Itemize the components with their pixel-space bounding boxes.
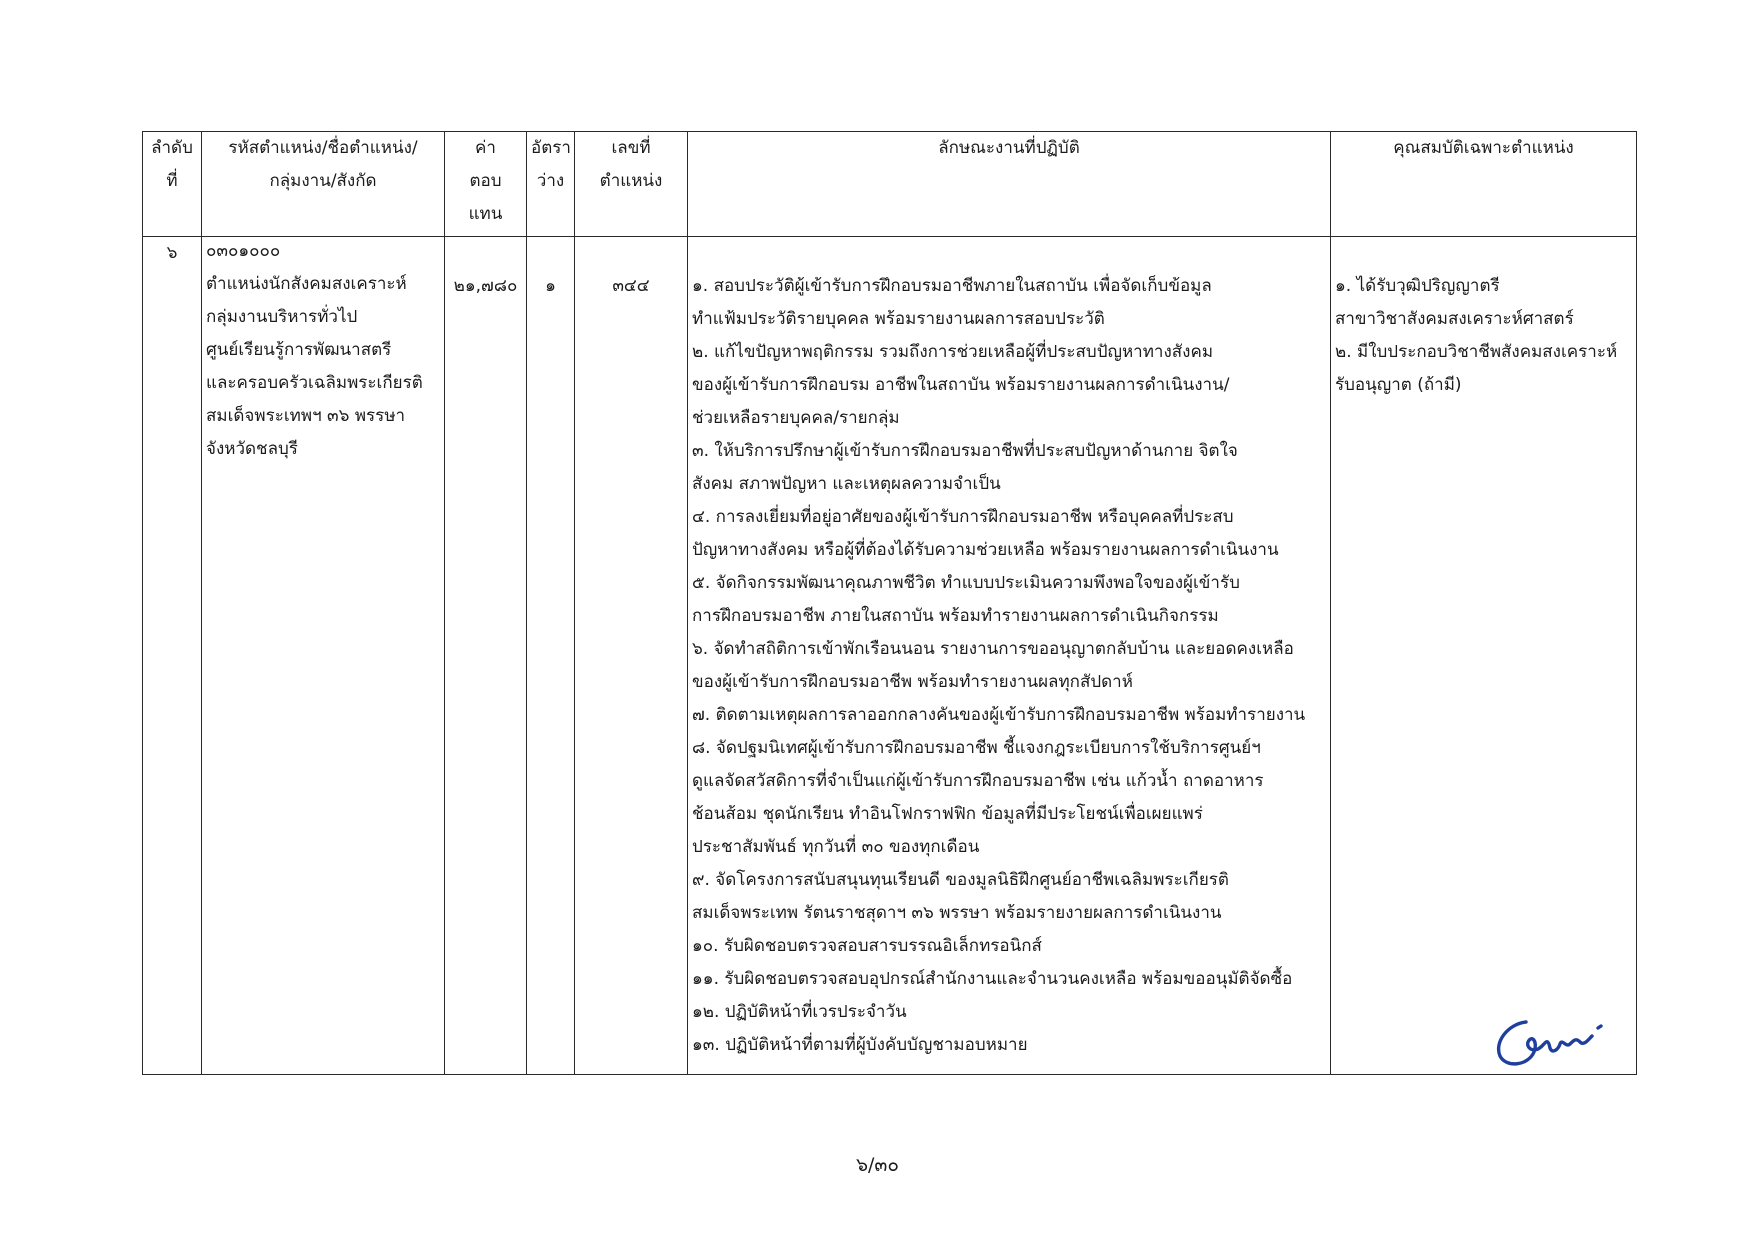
vacancy-value: ๑ [545, 276, 556, 296]
qualification-line: รับอนุญาต (ถ้ามี) [1335, 375, 1462, 395]
duty-line: ทำแฟ้มประวัติรายบุคคล พร้อมรายงานผลการสอบประวัติ [692, 309, 1105, 329]
header-text: ตำแหน่ง [599, 171, 663, 191]
header-text: ลักษณะงานที่ปฏิบัติ [938, 138, 1080, 158]
duty-line: ๕. จัดกิจกรรมพัฒนาคุณภาพชีวิต ทำแบบประเมินความพึงพอใจของผู้เข้ารับ [692, 573, 1240, 593]
duties-list [692, 270, 1326, 1062]
header-text: อัตรา [531, 138, 571, 158]
header-text: ตอบ [469, 171, 502, 191]
duty-line: ๓. ให้บริการปรึกษาผู้เข้ารับการฝึกอบรมอาชีพที่ประสบปัญหาด้านกาย จิตใจ [692, 441, 1238, 461]
duty-line: สมเด็จพระเทพ รัตนราชสุดาฯ ๓๖ พรรษา พร้อมรายงายผลการดำเนินงาน [692, 903, 1222, 923]
duty-line: ๔. การลงเยี่ยมที่อยู่อาศัยของผู้เข้ารับการฝึกอบรมอาชีพ หรือบุคคลที่ประสบ [692, 507, 1234, 527]
table-row [143, 237, 1637, 1075]
header-text: แทน [468, 204, 503, 224]
header-position-no [575, 132, 688, 237]
duty-line: ๑. สอบประวัติผู้เข้ารับการฝึกอบรมอาชีพภายในสถาบัน เพื่อจัดเก็บข้อมูล [692, 276, 1212, 296]
header-text: คุณสมบัติเฉพาะตำแหน่ง [1393, 138, 1574, 158]
positions-table [142, 131, 1637, 1075]
cell-position [202, 237, 445, 1075]
qualification-line: สาขาวิชาสังคมสงเคราะห์ศาสตร์ [1335, 309, 1574, 329]
header-duties [688, 132, 1331, 237]
header-text: กลุ่มงาน/สังกัด [269, 171, 377, 191]
order-number: ๖ [166, 243, 178, 263]
duty-line: ๘. จัดปฐมนิเทศผู้เข้ารับการฝึกอบรมอาชีพ ชี้แจงกฎระเบียบการใช้บริการศูนย์ฯ [692, 738, 1261, 758]
header-qualifications [1331, 132, 1637, 237]
duty-line: สังคม สภาพปัญหา และเหตุผลความจำเป็น [692, 474, 1001, 494]
cell-duties [688, 237, 1331, 1075]
position-office-line: สมเด็จพระเทพฯ ๓๖ พรรษา [206, 406, 406, 426]
position-office-line: และครอบครัวเฉลิมพระเกียรติ [206, 373, 423, 393]
duty-line: ๑๑. รับผิดชอบตรวจสอบอุปกรณ์สำนักงานและจำนวนคงเหลือ พร้อมขออนุมัติจัดซื้อ [692, 969, 1293, 989]
header-text: ค่า [475, 138, 496, 158]
signature-stroke [1499, 1022, 1601, 1064]
qualification-line: ๒. มีใบประกอบวิชาชีพสังคมสงเคราะห์ [1335, 342, 1618, 362]
position-number: ๓๔๔ [612, 276, 650, 296]
duty-line: ๙. จัดโครงการสนับสนุนทุนเรียนดี ของมูลนิธิฝึกศูนย์อาชีพเฉลิมพระเกียรติ [692, 870, 1229, 890]
duty-line: ของผู้เข้ารับการฝึกอบรมอาชีพ พร้อมทำรายงานผลทุกสัปดาห์ [692, 672, 1133, 692]
duty-line: ของผู้เข้ารับการฝึกอบรม อาชีพในสถาบัน พร้อมรายงานผลการดำเนินงาน/ [692, 375, 1230, 395]
duty-line: ๑๒. ปฏิบัติหน้าที่เวรประจำวัน [692, 1002, 907, 1022]
header-order [143, 132, 202, 237]
duty-line: ช่วยเหลือรายบุคคล/รายกลุ่ม [692, 408, 900, 428]
position-group: กลุ่มงานบริหารทั่วไป [206, 307, 358, 327]
cell-order [143, 237, 202, 1075]
cell-pay [445, 237, 527, 1075]
header-pay [445, 132, 527, 237]
header-vacancy [527, 132, 575, 237]
duty-line: ประชาสัมพันธ์ ทุกวันที่ ๓๐ ของทุกเดือน [692, 837, 980, 857]
cell-position-no [575, 237, 688, 1075]
duty-line: ๑๓. ปฏิบัติหน้าที่ตามที่ผู้บังคับบัญชามอบหมาย [692, 1035, 1028, 1055]
header-text: ที่ [166, 171, 178, 191]
cell-vacancy [527, 237, 575, 1075]
page-number: ๖/๓๐ [855, 1154, 900, 1176]
signature-image [1488, 1008, 1628, 1074]
duty-line: ๒. แก้ไขปัญหาพฤติกรรม รวมถึงการช่วยเหลือผู้ที่ประสบปัญหาทางสังคม [692, 342, 1214, 362]
position-title: ตำแหน่งนักสังคมสงเคราะห์ [206, 274, 407, 294]
position-province: จังหวัดชลบุรี [206, 439, 298, 459]
duty-line: ปัญหาทางสังคม หรือผู้ที่ต้องได้รับความช่วยเหลือ พร้อมรายงานผลการดำเนินงาน [692, 540, 1279, 560]
position-code: ๐๓๐๑๐๐๐ [206, 241, 281, 261]
duty-line: การฝึกอบรมอาชีพ ภายในสถาบัน พร้อมทำรายงานผลการดำเนินกิจกรรม [692, 606, 1219, 626]
header-text: รหัสตำแหน่ง/ชื่อตำแหน่ง/ [228, 138, 418, 158]
duty-line: ๗. ติดตามเหตุผลการลาออกกลางคันของผู้เข้ารับการฝึกอบรมอาชีพ พร้อมทำรายงาน [692, 705, 1306, 725]
pay-value: ๒๑,๗๘๐ [453, 276, 518, 296]
header-text: ว่าง [536, 171, 565, 191]
header-text: ลำดับ [151, 138, 193, 158]
duty-line: ช้อนส้อม ชุดนักเรียน ทำอินโฟกราฟฟิก ข้อมูลที่มีประโยชน์เพื่อเผยแพร่ [692, 804, 1203, 824]
cell-qualifications [1331, 237, 1637, 1075]
header-row [143, 132, 1637, 237]
header-text: เลขที่ [611, 138, 651, 158]
header-position [202, 132, 445, 237]
duty-line: ๖. จัดทำสถิติการเข้าพักเรือนนอน รายงานการขออนุญาตกลับบ้าน และยอดคงเหลือ [692, 639, 1294, 659]
qualification-line: ๑. ได้รับวุฒิปริญญาตรี [1335, 276, 1500, 296]
position-office-line: ศูนย์เรียนรู้การพัฒนาสตรี [206, 340, 392, 360]
duty-line: ๑๐. รับผิดชอบตรวจสอบสารบรรณอิเล็กทรอนิกส์ [692, 936, 1042, 956]
duty-line: ดูแลจัดสวัสดิการที่จำเป็นแก่ผู้เข้ารับการฝึกอบรมอาชีพ เช่น แก้วน้ำ ถาดอาหาร [692, 771, 1264, 791]
